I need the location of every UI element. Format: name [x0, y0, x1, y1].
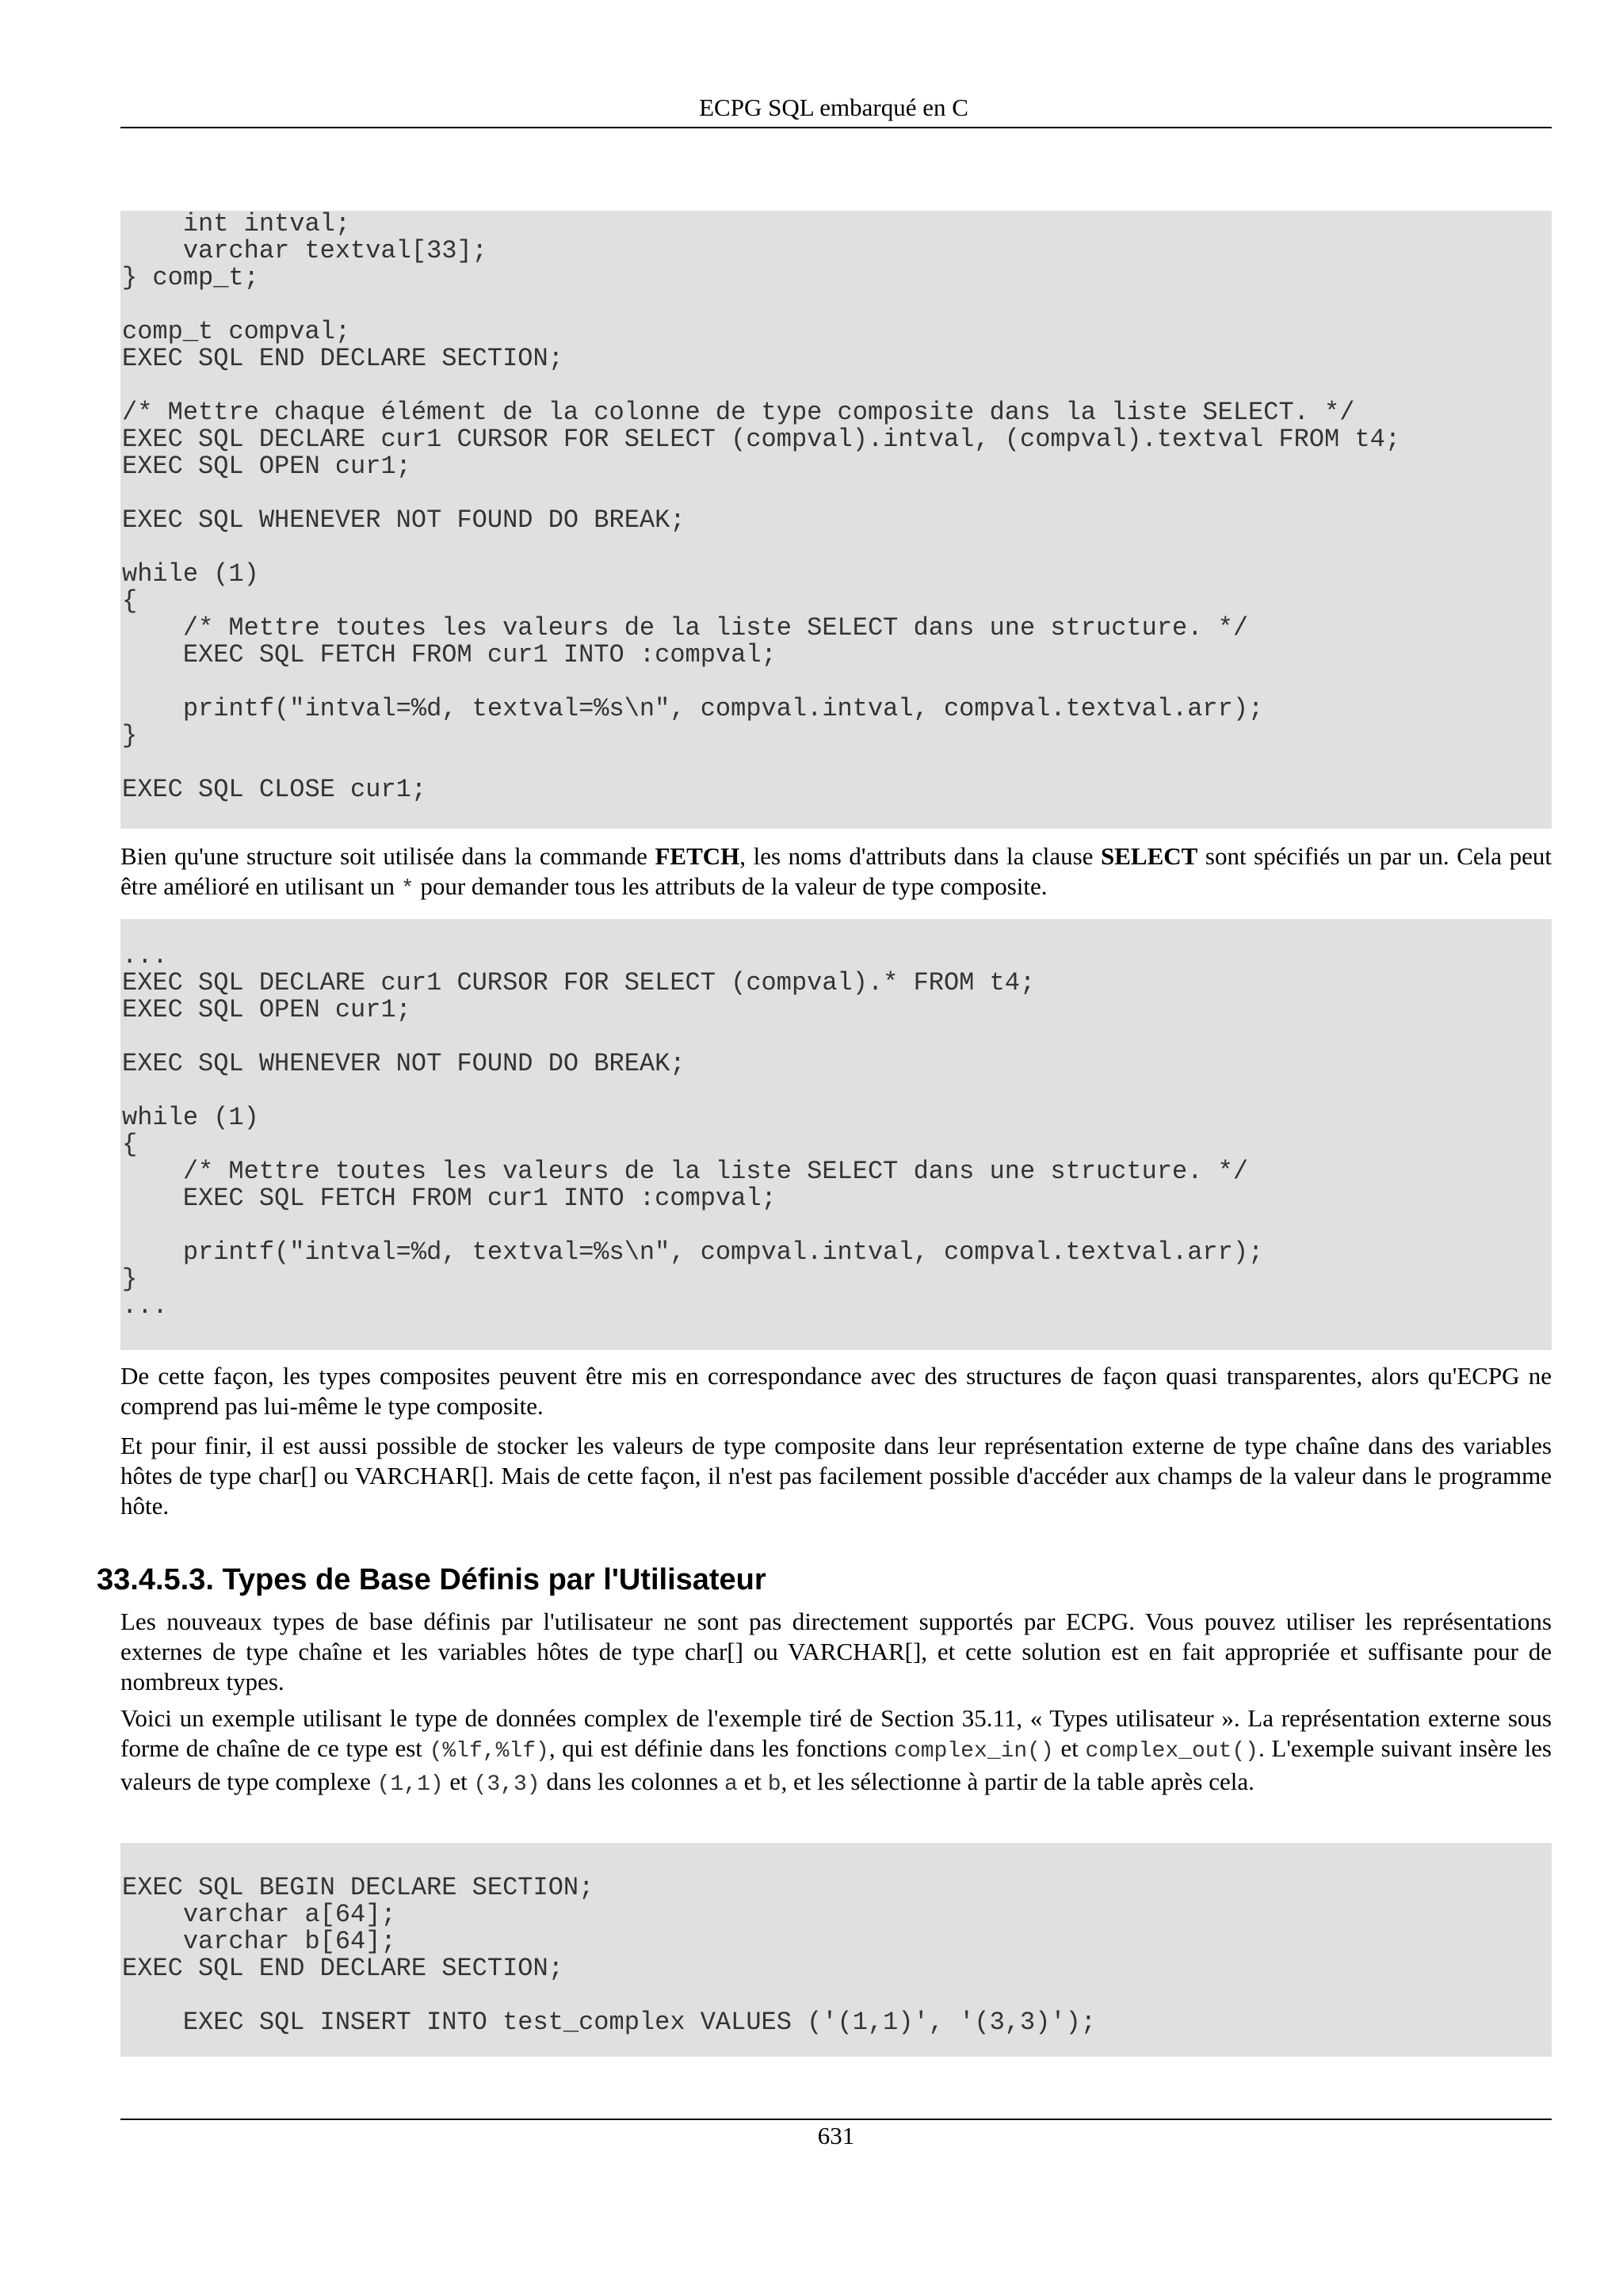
text: , qui est définie dans les fonctions — [548, 1734, 895, 1762]
inline-code: (1,1) — [376, 1772, 444, 1797]
paragraph-fetch-select — [120, 841, 1552, 905]
text: Bien qu'une structure soit utilisée dans la commande — [120, 842, 655, 870]
paragraph-composite-mapping: De cette façon, les types composites peuvent être mis en correspondance avec des structures de façon quasi transparentes, alors qu'ECPG ne comprend pas lui-même le type composite. — [120, 1362, 1552, 1420]
code-block-composite-star: ... EXEC SQL DECLARE cur1 CURSOR FOR SELECT (compval).* FROM t4; EXEC SQL OPEN cur1; EXEC SQL WHENEVER NOT FOUND DO BREAK; while (1) { /* Mettre toutes les valeurs de la liste SELECT dans une structure. */ EXEC SQL FETCH FROM cur1 INTO :compval; printf("intval=%d, textval=%s\n", compval.intval, compval.textval.arr); } ... — [120, 919, 1552, 1350]
inline-code: (%lf,%lf) — [429, 1739, 549, 1764]
inline-code: b — [767, 1772, 781, 1797]
paragraph-complex-example — [120, 1703, 1552, 1800]
text: , et les sélectionne à partir de la table après cela. — [781, 1768, 1254, 1795]
paragraph-user-defined-types: Les nouveaux types de base définis par l'utilisateur ne sont pas directement supportés par ECPG. Vous pouvez utiliser les représentations externes de type chaîne et les variables hôtes de type char[] ou VARCHAR[], et cette solution est en fait appropriée et suffisante pour de nombreux types. — [120, 1608, 1552, 1695]
text: et — [443, 1768, 474, 1795]
paragraph-external-representation: Et pour finir, il est aussi possible de stocker les valeurs de type composite dans leur représentation externe de type chaîne dans des variables hôtes de type char[] ou VARCHAR[]. Mais de cette façon, il n'est pas facilement possible d'accéder aux champs de la valeur dans le programme hôte. — [120, 1432, 1552, 1520]
text: et — [1053, 1734, 1086, 1762]
inline-code-star: * — [400, 877, 414, 902]
section-heading: 33.4.5.3. Types de Base Définis par l'Utilisateur — [97, 1563, 766, 1596]
keyword-select: SELECT — [1100, 842, 1198, 870]
inline-code: complex_out() — [1085, 1739, 1258, 1764]
keyword-fetch: FETCH — [655, 842, 740, 870]
text: Voici un exemple utilisant le type de données complex de l'exemple tiré de Section 35.11, « Types utilisateur ». La représentation externe sous forme de chaîne de ce type est — [120, 1704, 1552, 1762]
text: pour demander tous les attributs de la valeur de type composite. — [414, 872, 1048, 900]
text: dans les colonnes — [540, 1768, 725, 1795]
inline-code: (3,3) — [473, 1772, 540, 1797]
page-header: ECPG SQL embarqué en C — [699, 93, 968, 121]
text: . L'exemple suivant insère les valeurs de type complexe — [120, 1734, 1552, 1795]
text: , les noms d'attributs dans la clause — [739, 842, 1101, 870]
text: sont spécifiés un par un. Cela peut être amélioré en utilisant un — [120, 842, 1552, 900]
page-number: 631 — [817, 2122, 855, 2149]
code-block-composite-fetch: int intval; varchar textval[33]; } comp_t; comp_t compval; EXEC SQL END DECLARE SECTION; /* Mettre chaque élément de la colonne de type composite dans la liste SELECT. */ EXEC SQL DECLARE cur1 CURSOR FOR SELECT (compval).intval, (compval).textval FROM t4; EXEC SQL OPEN cur1; EXEC SQL WHENEVER NOT FOUND DO BREAK; while (1) { /* Mettre toutes les valeurs de la liste SELECT dans une structure. */ EXEC SQL FETCH FROM cur1 INTO :compval; printf("intval=%d, textval=%s\n", compval.intval, compval.textval.arr); } EXEC SQL CLOSE cur1; — [120, 211, 1552, 829]
header-rule — [120, 127, 1552, 128]
inline-code: a — [724, 1772, 738, 1797]
inline-code: complex_in() — [894, 1739, 1054, 1764]
text: et — [737, 1768, 768, 1795]
code-block-insert-complex: EXEC SQL BEGIN DECLARE SECTION; varchar a[64]; varchar b[64]; EXEC SQL END DECLARE SECTION; EXEC SQL INSERT INTO test_complex VALUES ('(1,1)', '(3,3)'); — [120, 1843, 1552, 2057]
